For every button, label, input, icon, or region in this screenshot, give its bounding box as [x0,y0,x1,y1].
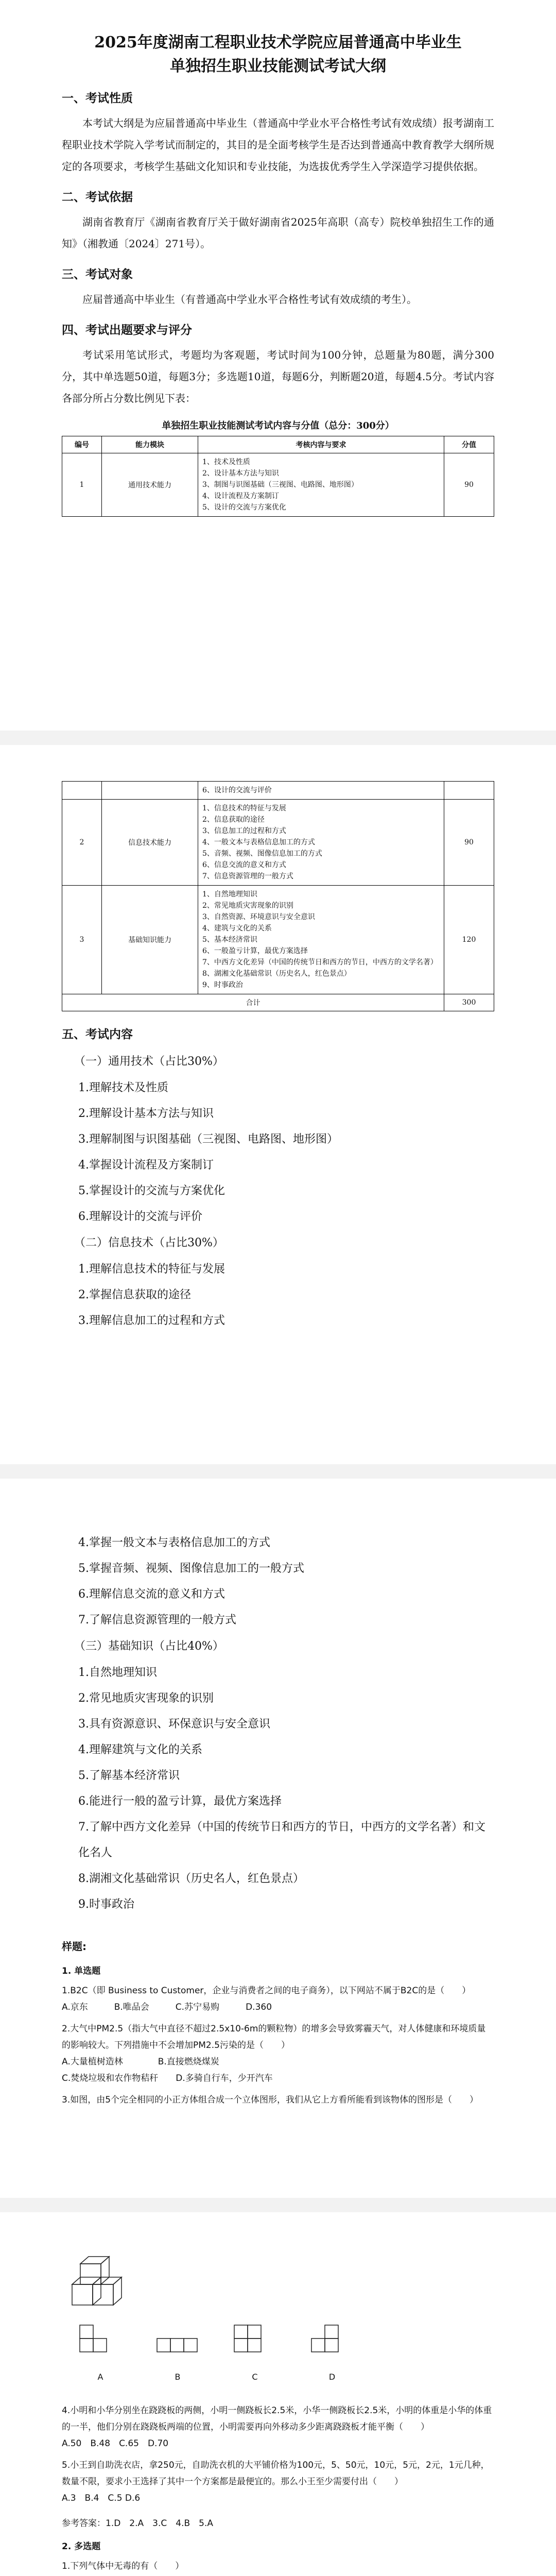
row-module: 信息技术能力 [102,800,198,886]
question-5 [62,2457,494,2506]
content-item: 8、湖湘文化基础常识（历史名人，红色景点） [202,970,351,978]
content-item: 9、时事政治 [202,981,243,989]
question-2 [62,2021,494,2087]
row-content [198,782,444,800]
section-text-3: 应届普通高中毕业生（有普通高中学业水平合格性考试有效成绩的考生）。 [82,293,417,306]
question-options: A.大量植树造林 B.直接燃烧煤炭 [62,2057,219,2067]
content-line: 1.自然地理知识 [78,1666,157,1679]
single-choice-heading: 1. 单选题 [62,1966,101,1976]
content-item: 6、一般盈亏计算，最优方案选择 [202,947,308,955]
content-item: 2、信息获取的途径 [202,816,265,824]
content-line: 2.掌握信息获取的途径 [78,1289,191,1301]
section-text-2: 湖南省教育厅《湖南省教育厅关于做好湖南省2025年高职（高专）院校单独招生工作的通知》（湘教通〔2024〕271号）。 [62,216,494,250]
content-item: 1、技术及性质 [202,458,250,466]
samples-heading: 样题: [62,1940,86,1953]
content-item: 2、常见地质灾害现象的识别 [202,902,293,910]
question-text: 1.下列气体中无毒的有（ ） [62,2561,184,2571]
page-4 [0,2212,556,2576]
content-item: 1、信息技术的特征与发展 [202,804,286,812]
question-text: 1.B2C（即 Business to Customer，企业与消费者之间的电子商务），以下网站不属于B2C的是（ ） [62,1986,471,1996]
page-separator [0,2198,556,2212]
view-option-b [154,2323,201,2369]
content-line: 1.理解技术及性质 [78,1081,168,1094]
multi-question-1 [62,2558,494,2576]
row-content [198,800,444,886]
content-line: 3.具有资源意识、环保意识与安全意识 [78,1718,270,1731]
score-table [62,436,494,517]
table-header-no: 编号 [62,436,102,453]
content-item: 5、基本经济常识 [202,936,257,944]
page-2 [0,745,556,1464]
question-3 [62,2092,494,2108]
table-row [62,453,494,517]
question-text: 3.如图，由5个完全相同的小正方体组合成一个立体图形，我们从它上方看所能看到该物体的图形是（ ） [62,2095,479,2105]
table-total-row [62,994,494,1011]
section-heading-5: 五、考试内容 [62,1027,133,1041]
content-item: 3、自然资源、环境意识与安全意识 [202,913,315,921]
table-header-module: 能力模块 [102,436,198,453]
content-line: 8.湖湘文化基础常识（历史名人，红色景点） [78,1872,304,1885]
content-line: 7.了解中西方文化差异（中国的传统节日和西方的节日，中西方的文学名著）和文化名人 [78,1821,485,1859]
view-option-c [232,2323,278,2369]
table-title: 单独招生职业技能测试考试内容与分值（总分：300分） [162,420,394,431]
section-heading-1: 一、考试性质 [62,91,133,105]
row-number: 2 [62,800,102,886]
page-3 [0,1479,556,2198]
answer-key-1: 参考答案：1.D 2.A 3.C 4.B 5.A [62,2518,213,2529]
row-score: 120 [444,886,494,994]
content-item: 2、设计基本方法与知识 [202,469,279,478]
content-line: 4.理解建筑与文化的关系 [78,1743,202,1756]
section-heading-2: 二、考试依据 [62,190,133,204]
table-row [62,782,494,800]
view-label: B [175,2372,181,2382]
question-options: A.3 B.4 C.5 D.6 [62,2493,141,2503]
content-line: 6.理解信息交流的意义和方式 [78,1588,225,1601]
doc-title-line1: 2025年度湖南工程职业技术学院应届普通高中毕业生 [94,33,462,52]
row-module: 通用技术能力 [102,453,198,517]
content-line: 5.掌握音频、视频、图像信息加工的一般方式 [78,1562,304,1575]
cube-stack-figure [67,2253,144,2315]
question-1 [62,1982,494,2015]
view-label: C [252,2372,258,2382]
table-header-content: 考核内容与要求 [198,436,444,453]
row-content [198,886,444,994]
row-number: 1 [62,453,102,517]
question-text: 4.小明和小华分别坐在跷跷板的两侧，小明一侧跷板长2.5米，小华一侧跷板长2.5米，小明的体重是小华的体重的一半，他们分别在跷跷板两端的位置，小明需要再向外移动多少距离跷跷板才能平衡（ ） [62,2405,492,2432]
content-line: 9.时事政治 [78,1898,134,1911]
question-options: A.50 B.48 C.65 D.70 [62,2438,169,2449]
doc-title-line2: 单独招生职业技能测试考试大纲 [170,57,386,75]
content-line: 6.理解设计的交流与评价 [78,1210,202,1223]
content-item: 3、信息加工的过程和方式 [202,827,286,835]
question-text: 5.小王到自助洗衣店，拿250元，自助洗衣机的大平铺价格为100元，5、50元，10元，5元，2元，1元几种，数量不限，要求小王选择了其中一个方案都是最便宜的。那么小王至少需要付出（ ） [62,2460,490,2487]
question-options: A.京东 B.唯品会 C.苏宁易购 D.360 [62,2002,272,2012]
answer-views [77,2323,494,2369]
section-text-4: 考试采用笔试形式，考题均为客观题，考试时间为100分钟，总题量为80题，满分300分，其中单选题50道，每题3分；多选题10道，每题6分，判断题20道，每题4.5分。考试内容各部分所占分数比例见下表： [62,349,494,404]
page-1 [0,0,556,731]
content-line: 4.掌握设计流程及方案制订 [78,1159,214,1172]
content-subheading: （一）通用技术（占比30%） [74,1055,224,1068]
row-content [198,453,444,517]
section-heading-3: 三、考试对象 [62,267,133,281]
content-line: 2.常见地质灾害现象的识别 [78,1692,214,1705]
score-table-continued [62,781,494,1011]
view-label: A [97,2372,103,2382]
content-line: 6.能进行一般的盈亏计算，最优方案选择 [78,1795,282,1808]
content-line: 4.掌握一般文本与表格信息加工的方式 [78,1536,270,1549]
row-module: 基础知识能力 [102,886,198,994]
content-line: 5.掌握设计的交流与方案优化 [78,1184,225,1197]
table-row [62,886,494,994]
multi-choice-heading: 2. 多选题 [62,2541,101,2552]
page-separator [0,731,556,745]
content-item: 7、信息资源管理的一般方式 [202,872,293,880]
section-text-1: 本考试大纲是为应届普通高中毕业生（普通高中学业水平合格性考试有效成绩）报考湖南工程职业技术学院入学考试而制定的，其目的是全面考核学生是否达到普通高中教育教学大纲所规定的各项要求，考核学生基础文化知识和专业技能，为选拔优秀学生入学深造学习提供依据。 [62,117,494,173]
content-line: 5.了解基本经济常识 [78,1769,180,1782]
table-header-score: 分值 [444,436,494,453]
content-line: 7.了解信息资源管理的一般方式 [78,1614,236,1626]
row-number: 3 [62,886,102,994]
content-line: 1.理解信息技术的特征与发展 [78,1263,225,1276]
total-score: 300 [444,994,494,1011]
content-item: 4、设计流程及方案制订 [202,492,279,500]
content-item: 1、自然地理知识 [202,890,257,899]
content-item: 7、中西方文化差异（中国的传统节日和西方的节日，中西方的文学名著） [202,958,438,967]
content-item: 6、设计的交流与评价 [202,786,272,794]
content-line: 2.理解设计基本方法与知识 [78,1107,214,1120]
question-text: 2.大气中PM2.5（指大气中直径不超过2.5x10-6m的颗粒物）的增多会导致雾霾天气，对人体健康和环境质量的影响较大。下列措施中不会增加PM2.5污染的是（ ） [62,2024,486,2050]
view-option-d [309,2323,355,2369]
question-options: C.焚烧垃圾和农作物秸秆 D.多骑自行车，少开汽车 [62,2073,273,2083]
view-labels [77,2372,494,2382]
content-item: 5、音频、视频、图像信息加工的方式 [202,850,322,858]
section-heading-4: 四、考试出题要求与评分 [62,323,192,337]
content-subheading: （二）信息技术（占比30%） [74,1236,224,1249]
row-score: 90 [444,453,494,517]
content-item: 6、信息交流的意义和方式 [202,861,286,869]
content-item: 4、建筑与文化的关系 [202,924,272,933]
total-label: 合计 [62,994,444,1011]
content-subheading: （三）基础知识（占比40%） [74,1640,224,1653]
content-line: 3.理解制图与识图基础（三视图、电路图、地形图） [78,1133,338,1146]
content-line: 3.理解信息加工的过程和方式 [78,1314,225,1327]
content-item: 5、设计的交流与方案优化 [202,503,286,512]
table-row [62,800,494,886]
view-option-a [77,2323,124,2369]
row-score: 90 [444,800,494,886]
content-item: 4、一般文本与表格信息加工的方式 [202,838,315,846]
view-label: D [328,2372,336,2382]
page-separator [0,1464,556,1479]
content-item: 3、制图与识图基础（三视图、电路图、地形图） [202,481,358,489]
question-4 [62,2402,494,2452]
